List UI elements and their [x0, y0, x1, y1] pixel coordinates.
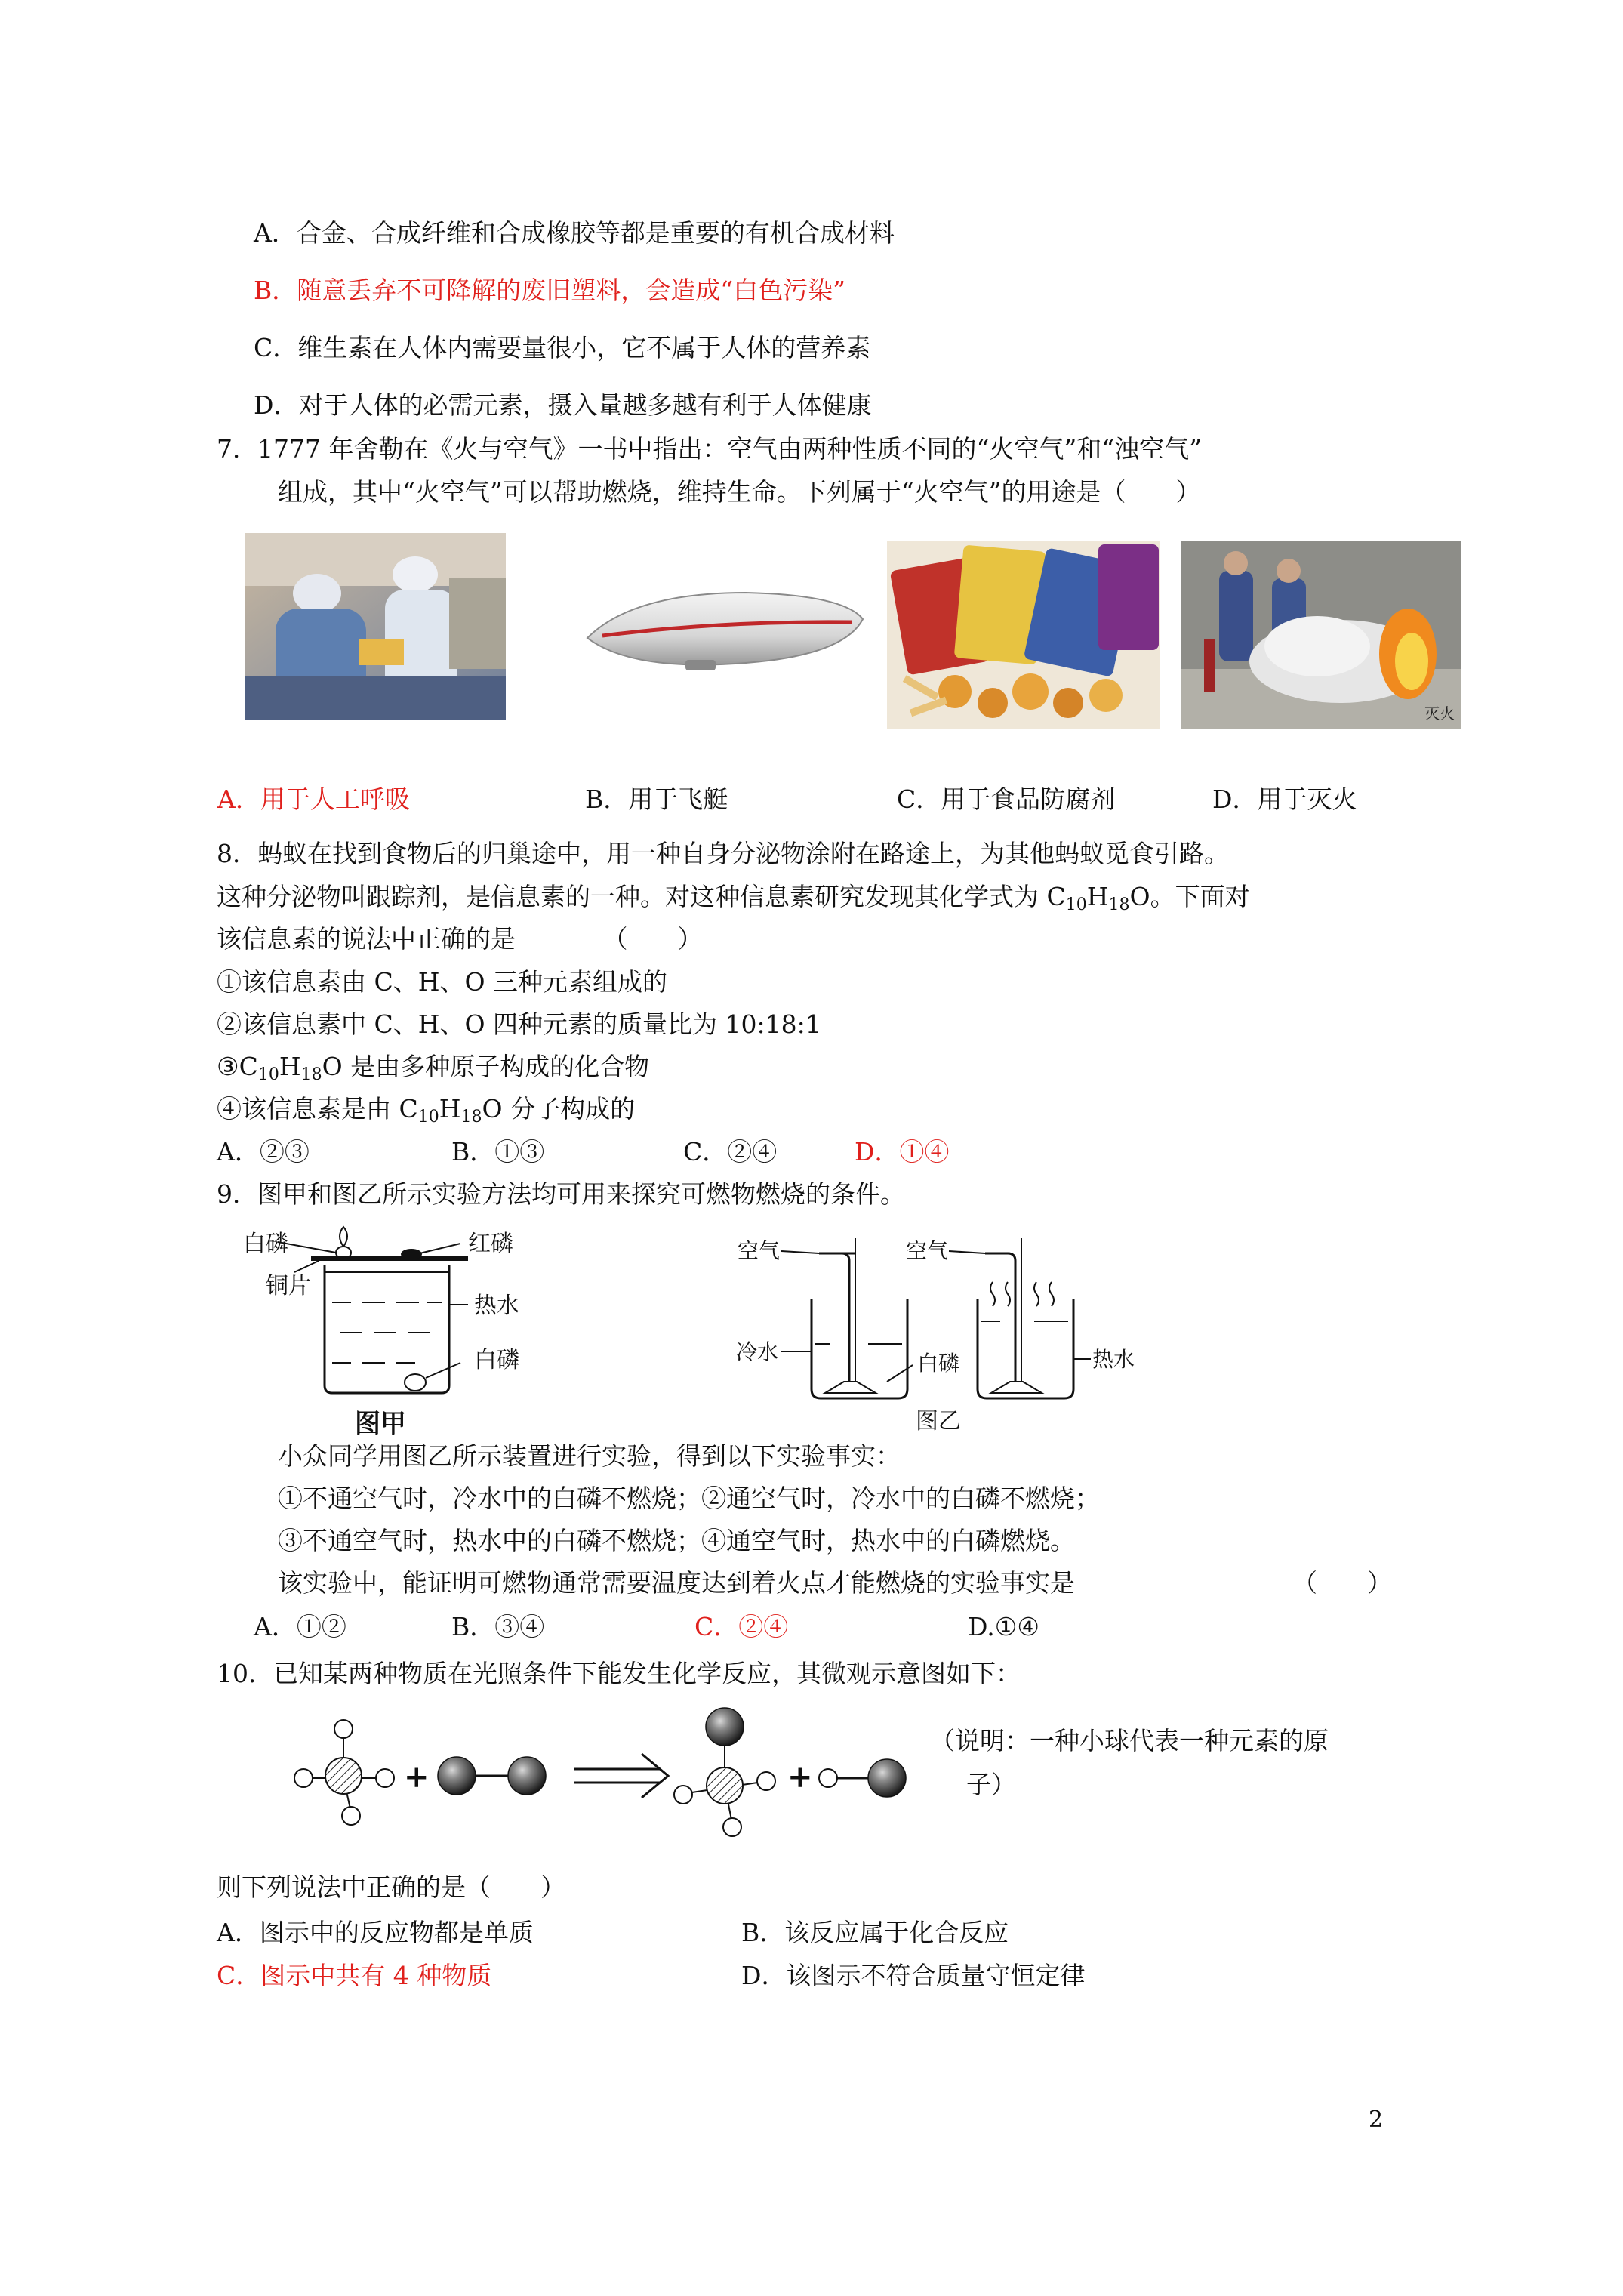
product-molecule-1	[674, 1708, 775, 1836]
q6-option-d: D．对于人体的必需元素，摄入量越多越有利于人体健康	[254, 390, 872, 420]
q10-option-b: B．该反应属于化合反应	[741, 1918, 1009, 1947]
jia-label-white-phosphorus-bottom: 白磷	[474, 1347, 519, 1373]
q8-statement-4: ④该信息素是由 $C_{10}H_{18}O$ 分子构成的	[217, 1094, 636, 1126]
q8-stem-line2: 这种分泌物叫跟踪剂，是信息素的一种。对这种信息素研究发现其化学式为 $C_{10}H_{18}O$。下面对	[217, 882, 1250, 914]
q10-note-line1: （说明：一种小球代表一种元素的原	[930, 1726, 1329, 1755]
product-molecule-2	[819, 1759, 906, 1797]
q7-option-a: A．用于人工呼吸	[217, 784, 410, 814]
q10-option-a: A．图示中的反应物都是单质	[217, 1918, 534, 1947]
q6-option-c: C．维生素在人体内需要量很小，它不属于人体的营养素	[254, 333, 871, 362]
q9-fact-line1: ①不通空气时，冷水中的白磷不燃烧；②通空气时，冷水中的白磷不燃烧；	[278, 1484, 1100, 1513]
yi-label-air-left: 空气	[738, 1238, 781, 1263]
yi-label-white-phosphorus: 白磷	[917, 1351, 960, 1376]
q9-question: 该实验中，能证明可燃物通常需要温度达到着火点才能燃烧的实验事实是	[278, 1568, 1075, 1598]
q8-option-b: B．①③	[451, 1137, 545, 1166]
reactant-molecule-1	[294, 1720, 394, 1825]
snack-food-photo	[887, 541, 1160, 729]
q6-option-a: A．合金、合成纤维和合成橡胶等都是重要的有机合成材料	[254, 218, 895, 248]
page-number: 2	[1369, 2106, 1384, 2133]
q8-option-d: D．①④	[855, 1137, 950, 1166]
airship-photo	[572, 566, 870, 702]
q8-statement-2: ②该信息素中 C、H、O 四种元素的质量比为 10:18:1	[217, 1009, 821, 1039]
fire-extinguishing-photo	[1181, 541, 1461, 729]
fire-photo-caption: 灭火	[1424, 704, 1455, 723]
q9-stem: 9．图甲和图乙所示实验方法均可用来探究可燃物燃烧的条件。	[217, 1179, 905, 1209]
reaction-arrow	[574, 1754, 668, 1798]
q8-option-a: A．②③	[217, 1137, 310, 1166]
q7-option-d: D．用于灭火	[1212, 784, 1357, 814]
yi-label-cold-water: 冷水	[736, 1339, 779, 1364]
yi-label-air-right: 空气	[906, 1238, 949, 1263]
q10-option-d: D．该图示不符合质量守恒定律	[741, 1961, 1086, 1990]
reactant-molecule-2	[438, 1757, 546, 1795]
q9-option-c: C．②④	[694, 1612, 789, 1641]
q9-bracket: （ ）	[1292, 1568, 1392, 1598]
q10-option-c: C．图示中共有 4 种物质	[217, 1961, 492, 1990]
q8-stem-line3: 该信息素的说法中正确的是 （ ）	[217, 924, 703, 954]
jia-label-copper: 铜片	[266, 1273, 311, 1299]
q10-note-line2: 子）	[966, 1770, 1016, 1799]
q10-question: 则下列说法中正确的是（ ）	[217, 1872, 565, 1902]
q8-statement-3: $③C_{10}H_{18}O$ 是由多种原子构成的化合物	[217, 1052, 650, 1084]
jia-label-white-phosphorus-top: 白磷	[243, 1231, 288, 1257]
surgery-photo	[245, 533, 506, 720]
q9-intro: 小众同学用图乙所示装置进行实验，得到以下实验事实：	[278, 1441, 901, 1471]
yi-label-hot-water: 热水	[1092, 1347, 1135, 1372]
q7-stem-line2: 组成，其中“火空气”可以帮助燃烧，维持生命。下列属于“火空气”的用途是（ ）	[278, 477, 1201, 507]
q7-option-c: C．用于食品防腐剂	[897, 784, 1116, 814]
reaction-micro-diagram	[287, 1703, 936, 1846]
jia-label-hot-water: 热水	[474, 1293, 519, 1319]
q9-option-d: D.①④	[968, 1612, 1039, 1641]
q7-option-b: B．用于飞艇	[585, 784, 728, 814]
yi-caption: 图乙	[916, 1408, 961, 1435]
figure-jia	[242, 1219, 581, 1438]
q8-statement-1: ①该信息素由 C、H、O 三种元素组成的	[217, 967, 668, 997]
figure-yi	[736, 1223, 1159, 1435]
q8-stem-line1: 8．蚂蚁在找到食物后的归巢途中，用一种自身分泌物涂附在路途上，为其他蚂蚁觅食引路。	[217, 839, 1229, 868]
plus-sign-1: +	[404, 1759, 430, 1795]
q8-option-c: C．②④	[683, 1137, 778, 1166]
q10-stem: 10．已知某两种物质在光照条件下能发生化学反应，其微观示意图如下：	[217, 1659, 1021, 1688]
jia-label-red-phosphorus: 红磷	[468, 1231, 513, 1257]
q6-option-b: B．随意丢弃不可降解的废旧塑料，会造成“白色污染”	[254, 276, 845, 305]
plus-sign-2: +	[787, 1759, 813, 1795]
q9-option-b: B．③④	[451, 1612, 545, 1641]
jia-caption: 图甲	[355, 1409, 406, 1438]
q7-stem-line1: 7．1777 年舍勒在《火与空气》一书中指出：空气由两种性质不同的“火空气”和“浊空气”	[217, 434, 1202, 464]
q9-fact-line2: ③不通空气时，热水中的白磷不燃烧；④通空气时，热水中的白磷燃烧。	[278, 1526, 1075, 1555]
q9-option-a: A．①②	[254, 1612, 346, 1641]
